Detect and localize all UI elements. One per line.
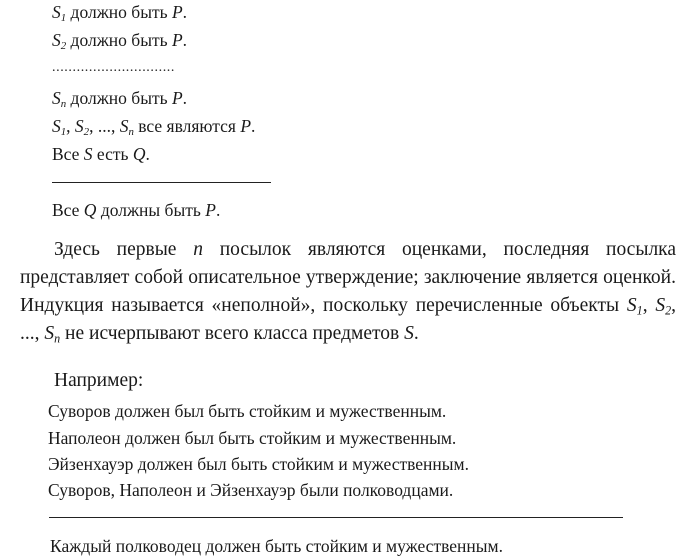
schema-inference-line — [52, 182, 271, 183]
schema-premise-2: $S_2$ должно быть P. — [52, 30, 188, 53]
example-premise: Суворов, Наполеон и Эйзенхауэр были полководцами. — [48, 480, 454, 500]
schema-premise-n: $S_n$ должно быть P. — [52, 88, 188, 111]
schema-ellipsis-row: .............................. — [52, 60, 175, 75]
example-premise: Суворов должен был быть стойким и мужественным. — [48, 401, 447, 421]
schema-conclusion: Все Q должны быть P. — [52, 200, 221, 220]
body-paragraph: Здесь первые n посылок являются оценками, последняя посылка представляет собой описательное утверждение; заключение является оценкой. Индукция называется «неполной», поскольку перечисленные объекты $S_1$, $S_2$, ..., $S_n$ не исчерпывают всего класса предметов S. — [20, 239, 677, 346]
schema-premise-all-are: $S_1$, $S_2$, ..., $S_n$ все являются P. — [52, 116, 256, 139]
example-inference-line — [49, 517, 623, 518]
example-premise: Эйзенхауэр должен был быть стойким и мужественным. — [48, 454, 469, 474]
example-premise: Наполеон должен был быть стойким и мужественным. — [48, 428, 457, 448]
example-intro: Например: — [54, 370, 144, 391]
example-conclusion: Каждый полководец должен быть стойким и мужественным. — [50, 536, 503, 556]
schema-premise-descriptive: Все S есть Q. — [52, 144, 150, 164]
schema-premise-1: $S_1$ должно быть P. — [52, 2, 188, 25]
